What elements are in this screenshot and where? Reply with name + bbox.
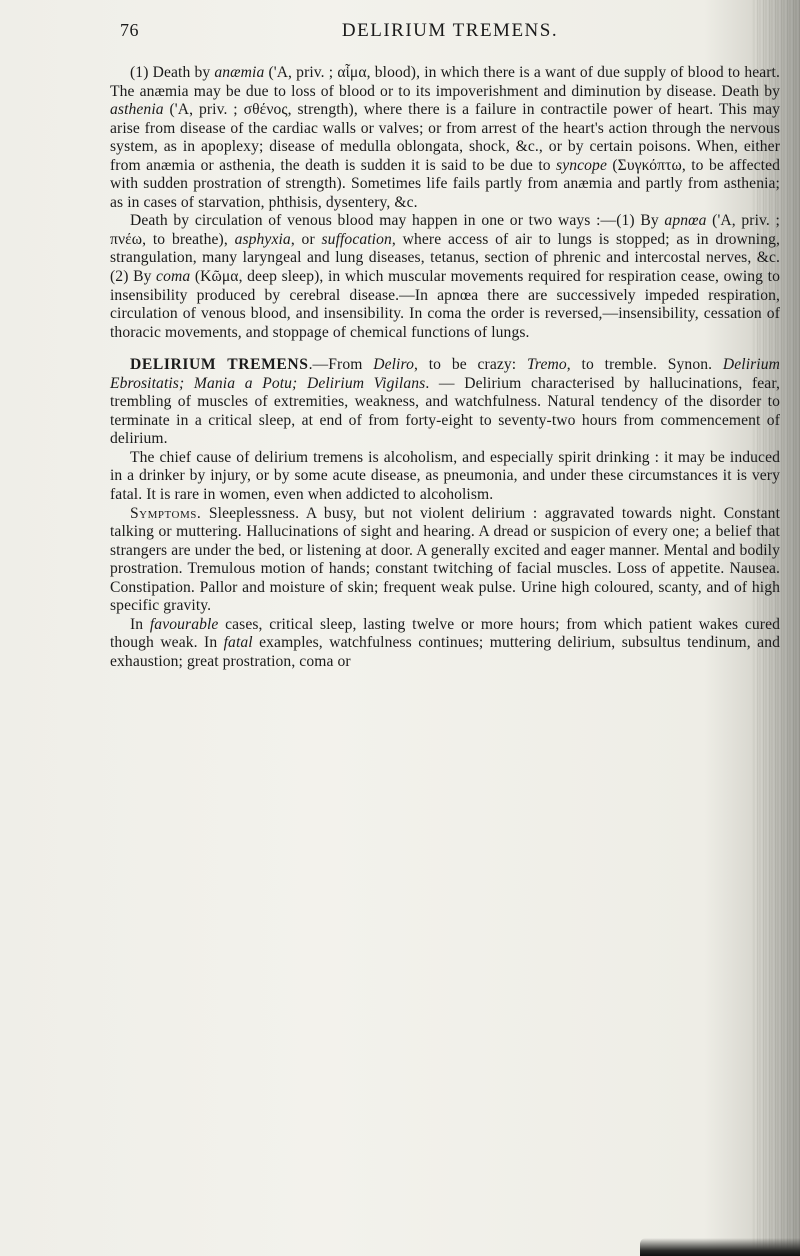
body-text <box>110 64 780 672</box>
entry-heading: DELIRIUM TREMENS <box>130 356 309 374</box>
page-number: 76 <box>120 20 139 40</box>
header-title: DELIRIUM TREMENS. <box>341 20 559 41</box>
paragraph-delirium-tremens-definition: DELIRIUM TREMENS.—From Deliro, to be crazy: Tremo, to tremble. Synon. Delirium Ebrositatis; Mania a Potu; Delirium Vigilans. — Delirium characterised by hallucinations, fear, trembling of muscles of extremities, weakness, and watchfulness. Natural tendency of the disorder to terminate in a critical sleep, at end of from forty-eight to seventy-two hours from commencement of delirium. <box>110 356 780 448</box>
page-corner-shadow <box>640 1238 800 1256</box>
paragraph-outcomes: In favourable cases, critical sleep, lasting twelve or more hours; from which patient wakes cured though weak. In fatal examples, watchfulness continues; muttering delirium, subsultus tendinum, and exhaustion; great prostration, coma or <box>110 615 780 670</box>
paragraph-death-by-anaemia: (1) Death by anæmia ('A, priv. ; αἷμα, blood), in which there is a want of due supply of blood to heart. The anæmia may be due to loss of blood or to its impoverishment and diminution by disease. Death by asthenia ('A, priv. ; σθένος, strength), where there is a failure in contractile power of heart. This may arise from disease of the cardiac walls or valves; or from arrest of the heart's action through the nervous system, as in apoplexy; disease of medulla oblongata, shock, &c., or by certain poisons. When, either from anæmia or asthenia, the death is sudden it is said to be due to syncope (Συγκόπτω, to be affected with sudden prostration of strength). Sometimes life fails partly from anæmia and partly from asthenia; as in cases of starvation, phthisis, dysentery, &c. <box>110 64 780 211</box>
running-head <box>120 20 760 44</box>
symptoms-label: Symptoms. <box>130 504 202 522</box>
paragraph-chief-cause: The chief cause of delirium tremens is alcoholism, and especially spirit drinking : it may be induced in a drinker by injury, or by some acute disease, as pneumonia, and under these circumstances it is very fatal. It is rare in women, even when addicted to alcoholism. <box>110 448 780 504</box>
section-gap <box>110 342 780 356</box>
paragraph-symptoms: Symptoms. Sleeplessness. A busy, but not violent delirium : aggravated towards night. Constant talking or muttering. Hallucinations of sight and hearing. A dread or suspicion of every one; a belief that strangers are under the bed, or listening at door. A generally excited and eager manner. Mental and bodily prostration. Tremulous motion of hands; constant twitching of facial muscles. Loss of appetite. Nausea. Constipation. Pallor and moisture of skin; frequent weak pulse. Urine high coloured, scanty, and of high specific gravity. <box>110 504 780 615</box>
paragraph-venous-blood: Death by circulation of venous blood may happen in one or two ways :—(1) By apnœa ('A, priv. ; πνέω, to breathe), asphyxia, or suffocation, where access of air to lungs is stopped; as in drowning, strangulation, many laryngeal and lung diseases, tetanus, section of phrenic and intercostal nerves, &c. (2) By coma (Κῶμα, deep sleep), in which muscular movements required for respiration cease, owing to insensibility produced by cerebral disease.—In apnœa there are successively impeded respiration, circulation of venous blood, and insensibility. In coma the order is reversed,—insensibility, cessation of thoracic movements, and stoppage of chemical functions of lungs. <box>110 212 780 341</box>
